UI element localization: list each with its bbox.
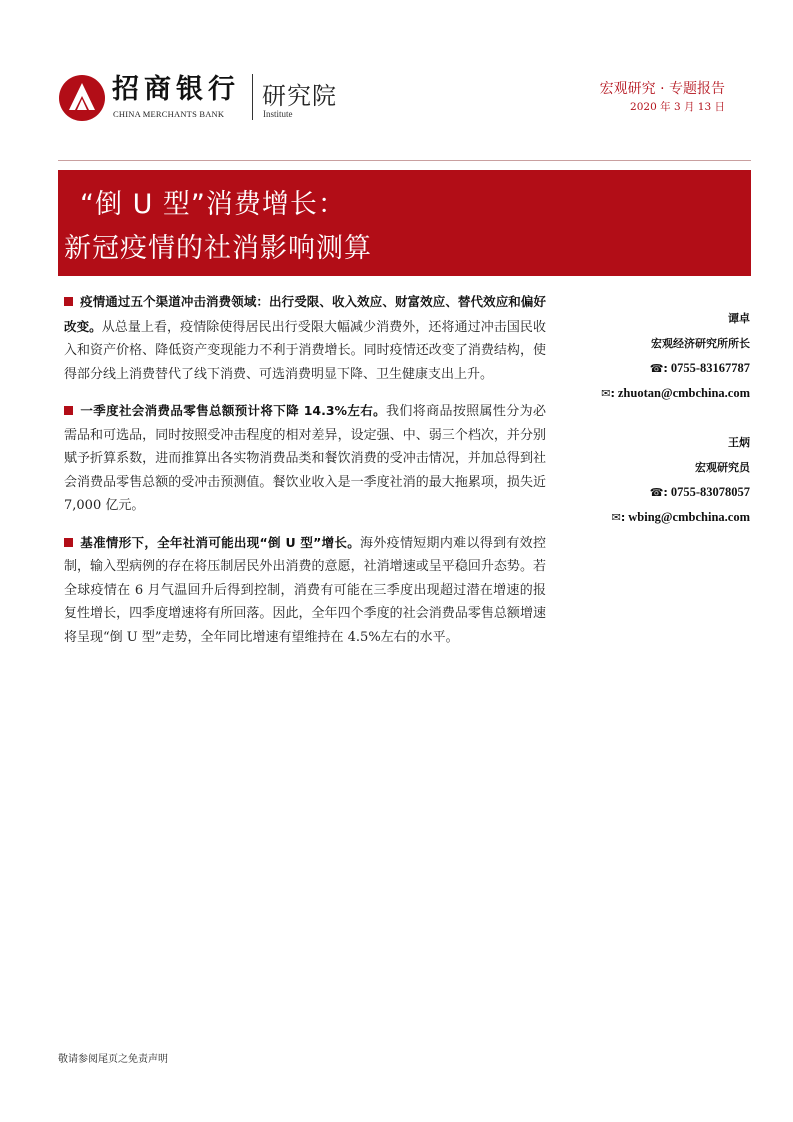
report-title-line2: 新冠疫情的社消影响测算: [64, 233, 372, 264]
brand-name-en: CHINA MERCHANTS BANK: [113, 109, 225, 119]
email-icon: ✉:: [601, 386, 615, 400]
analyst-email[interactable]: ✉: wbing@cmbchina.com: [611, 509, 750, 524]
brand-name-cn: 招商银行: [112, 74, 240, 105]
analyst-title: 宏观经济研究所所长: [651, 336, 750, 350]
summary-body: 我们将商品按照属性分为必需品和可选品，同时按照受冲击程度的相对差异，设定强、中、弱三个档次，并分别赋予折算系数，进而推算出各实物消费品类和餐饮消费的受冲击情况，并加总得到社会消费品零售总额的受冲击预测值。餐饮业收入是一季度社消的最大拖累项，损失近 7,000 亿元。: [64, 404, 546, 513]
bullet-square-icon: [64, 406, 73, 415]
summary-lead: 基准情形下，全年社消可能出现“倒 U 型”增长。: [80, 534, 361, 550]
report-title-line1: “倒 U 型”消费增长：: [80, 189, 346, 220]
analyst-card: [530, 307, 750, 405]
report-type: 宏观研究 · 专题报告: [599, 81, 725, 97]
email-icon: ✉:: [611, 510, 626, 524]
summary-paragraph: [64, 531, 546, 650]
analyst-title: 宏观研究员: [695, 460, 750, 474]
summary-paragraph: [64, 399, 546, 518]
brand-divider: [252, 74, 253, 120]
bullet-square-icon: [64, 297, 73, 306]
summary-paragraph: [64, 290, 546, 386]
summary-lead: 一季度社会消费品零售总额预计将下降 14.3%左右。: [80, 403, 387, 418]
phone-icon: ☎:: [649, 486, 668, 499]
report-date: 2020 年 3 月 13 日: [630, 101, 725, 113]
institute-name-cn: 研究院: [262, 82, 337, 110]
title-banner: [58, 170, 751, 276]
analyst-phone: ☎: 0755-83167787: [649, 361, 750, 375]
analyst-phone: ☎: 0755-83078057: [649, 485, 750, 499]
analyst-email[interactable]: ✉: zhuotan@cmbchina.com: [601, 385, 750, 400]
bullet-square-icon: [64, 538, 73, 547]
summary-body: 从总量上看，疫情除使得居民出行受限大幅减少消费外，还将通过冲击国民收入和资产价格、降低资产变现能力不利于消费增长。同时疫情还改变了消费结构，使得部分线上消费替代了线下消费、可选消费明显下降、卫生健康支出上升。: [64, 319, 546, 382]
institute-name-en: Institute: [263, 109, 293, 119]
summary-section: [64, 290, 546, 662]
summary-lead: 疫情通过五个渠道冲击消费领域：出行受限、收入效应、财富效应、替代效应和偏好改变。: [64, 294, 546, 334]
phone-icon: ☎:: [649, 362, 668, 375]
analyst-name: 谭卓: [728, 312, 750, 325]
analyst-name: 王炳: [728, 436, 750, 449]
summary-body: 海外疫情短期内难以得到有效控制，输入型病例的存在将压制居民外出消费的意愿，社消增速或呈平稳回升态势。若全球疫情在 6 月气温回升后得到控制，消费有可能在三季度出现超过潜在增速的报复性增长，四季度增速将有所回落。因此，全年四个季度的社会消费品零售总额增速将呈现“倒 U 型”走势，全年同比增速有望维持在 4.5%左右的水平。: [64, 535, 546, 645]
analyst-card: [530, 431, 750, 529]
disclaimer-note: 敬请参阅尾页之免责声明: [58, 1054, 168, 1065]
header-rule: [58, 160, 751, 161]
cmb-logo-icon: [58, 74, 106, 122]
